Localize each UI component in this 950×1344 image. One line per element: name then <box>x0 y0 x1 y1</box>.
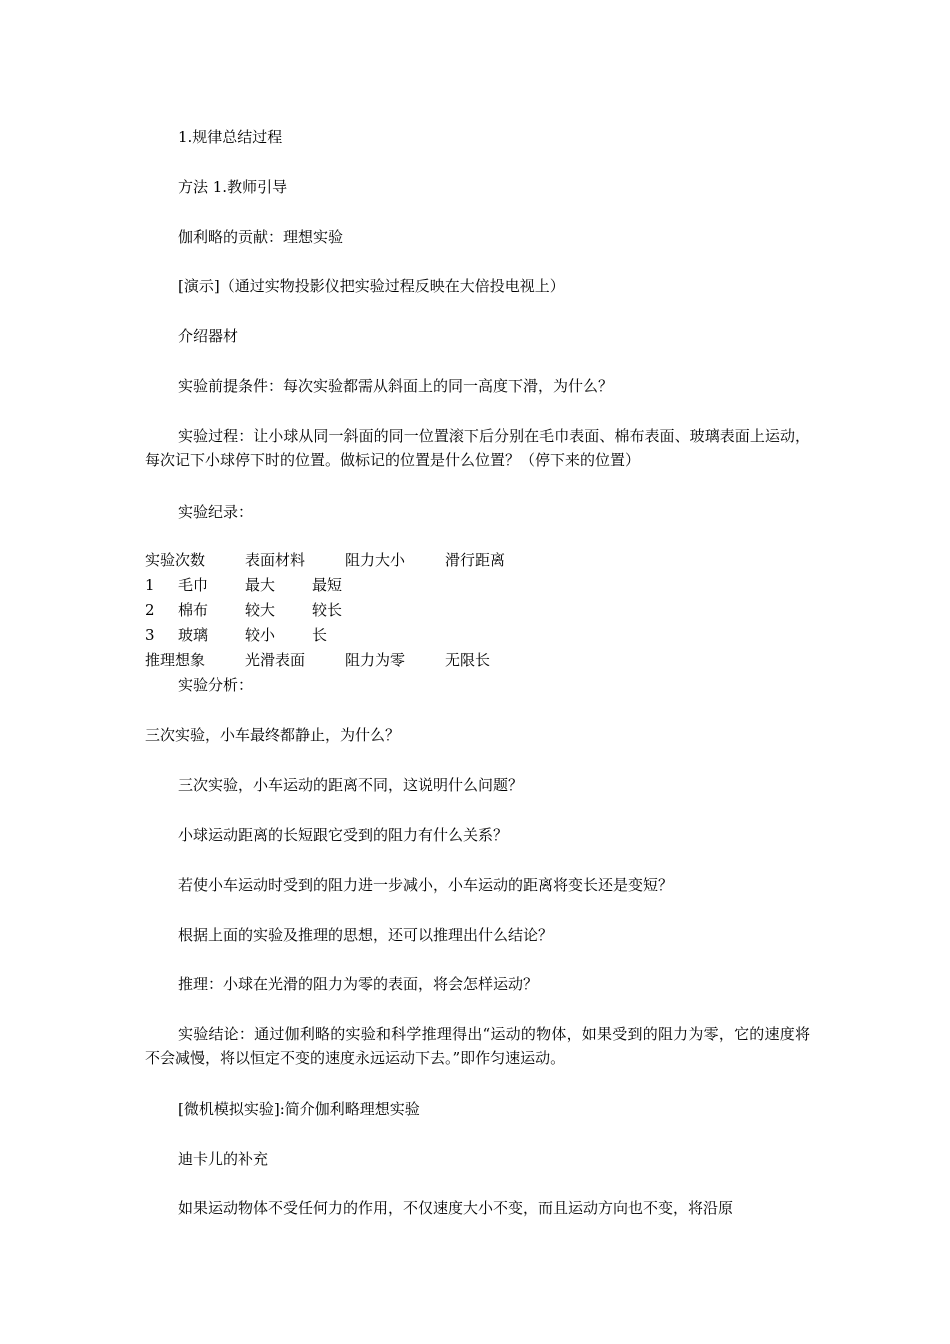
equipment-intro: 介绍器材 <box>178 327 239 345</box>
experiment-record-label: 实验纪录： <box>178 503 254 521</box>
experiment-process: 实验过程：让小球从同一斜面的同一位置滚下后分别在毛巾表面、棉布表面、玻璃表面上运动，每次记下小球停下时的位置。做标记的位置是什么位置？（停下来的位置） <box>145 427 810 469</box>
table-header-cell: 阻力大小 <box>345 551 406 569</box>
table-cell: 棉布 <box>178 601 209 619</box>
analysis-question-1: 三次实验，小车最终都静止，为什么？ <box>145 726 401 744</box>
precondition: 实验前提条件：每次实验都需从斜面上的同一高度下滑，为什么？ <box>178 377 614 395</box>
table-cell: 阻力为零 <box>345 651 406 669</box>
table-cell: 光滑表面 <box>245 651 306 669</box>
galileo-contribution: 伽利略的贡献：理想实验 <box>178 228 344 246</box>
table-header-cell: 实验次数 <box>145 551 206 569</box>
experiment-conclusion: 实验结论：通过伽利略的实验和科学推理得出“运动的物体，如果受到的阻力为零，它的速度将不会减慢，将以恒定不变的速度永远运动下去。”即作匀速运动。 <box>145 1025 810 1067</box>
demo-note: [演示]（通过实物投影仪把实验过程反映在大倍投电视上） <box>178 277 565 295</box>
table-cell: 3 <box>145 626 155 644</box>
descartes-statement: 如果运动物体不受任何力的作用，不仅速度大小不变，而且运动方向也不变，将沿原 <box>178 1199 734 1217</box>
table-cell: 较小 <box>245 626 276 644</box>
inference-question: 推理：小球在光滑的阻力为零的表面，将会怎样运动？ <box>178 975 539 993</box>
table-cell: 最短 <box>312 576 343 594</box>
heading-rule-summary: 1.规律总结过程 <box>178 128 283 146</box>
table-cell: 玻璃 <box>178 626 209 644</box>
analysis-question-4: 若使小车运动时受到的阻力进一步减小，小车运动的距离将变长还是变短？ <box>178 876 674 894</box>
descartes-supplement: 迪卡儿的补充 <box>178 1150 269 1168</box>
analysis-question-5: 根据上面的实验及推理的思想，还可以推理出什么结论？ <box>178 926 554 944</box>
table-cell: 无限长 <box>445 651 491 669</box>
table-cell: 较大 <box>245 601 276 619</box>
method-line: 方法 1.教师引导 <box>178 178 288 196</box>
table-cell: 长 <box>312 626 328 644</box>
table-cell: 2 <box>145 601 155 619</box>
table-cell: 推理想象 <box>145 651 206 669</box>
table-cell: 最大 <box>245 576 276 594</box>
simulation-note: [微机模拟实验]:简介伽利略理想实验 <box>178 1100 420 1118</box>
table-cell: 1 <box>145 576 155 594</box>
analysis-question-3: 小球运动距离的长短跟它受到的阻力有什么关系？ <box>178 826 509 844</box>
table-cell: 较长 <box>312 601 343 619</box>
table-header-cell: 表面材料 <box>245 551 306 569</box>
experiment-analysis-label: 实验分析： <box>178 676 254 694</box>
analysis-question-2: 三次实验，小车运动的距离不同，这说明什么问题？ <box>178 776 524 794</box>
table-cell: 毛巾 <box>178 576 209 594</box>
table-header-cell: 滑行距离 <box>445 551 506 569</box>
